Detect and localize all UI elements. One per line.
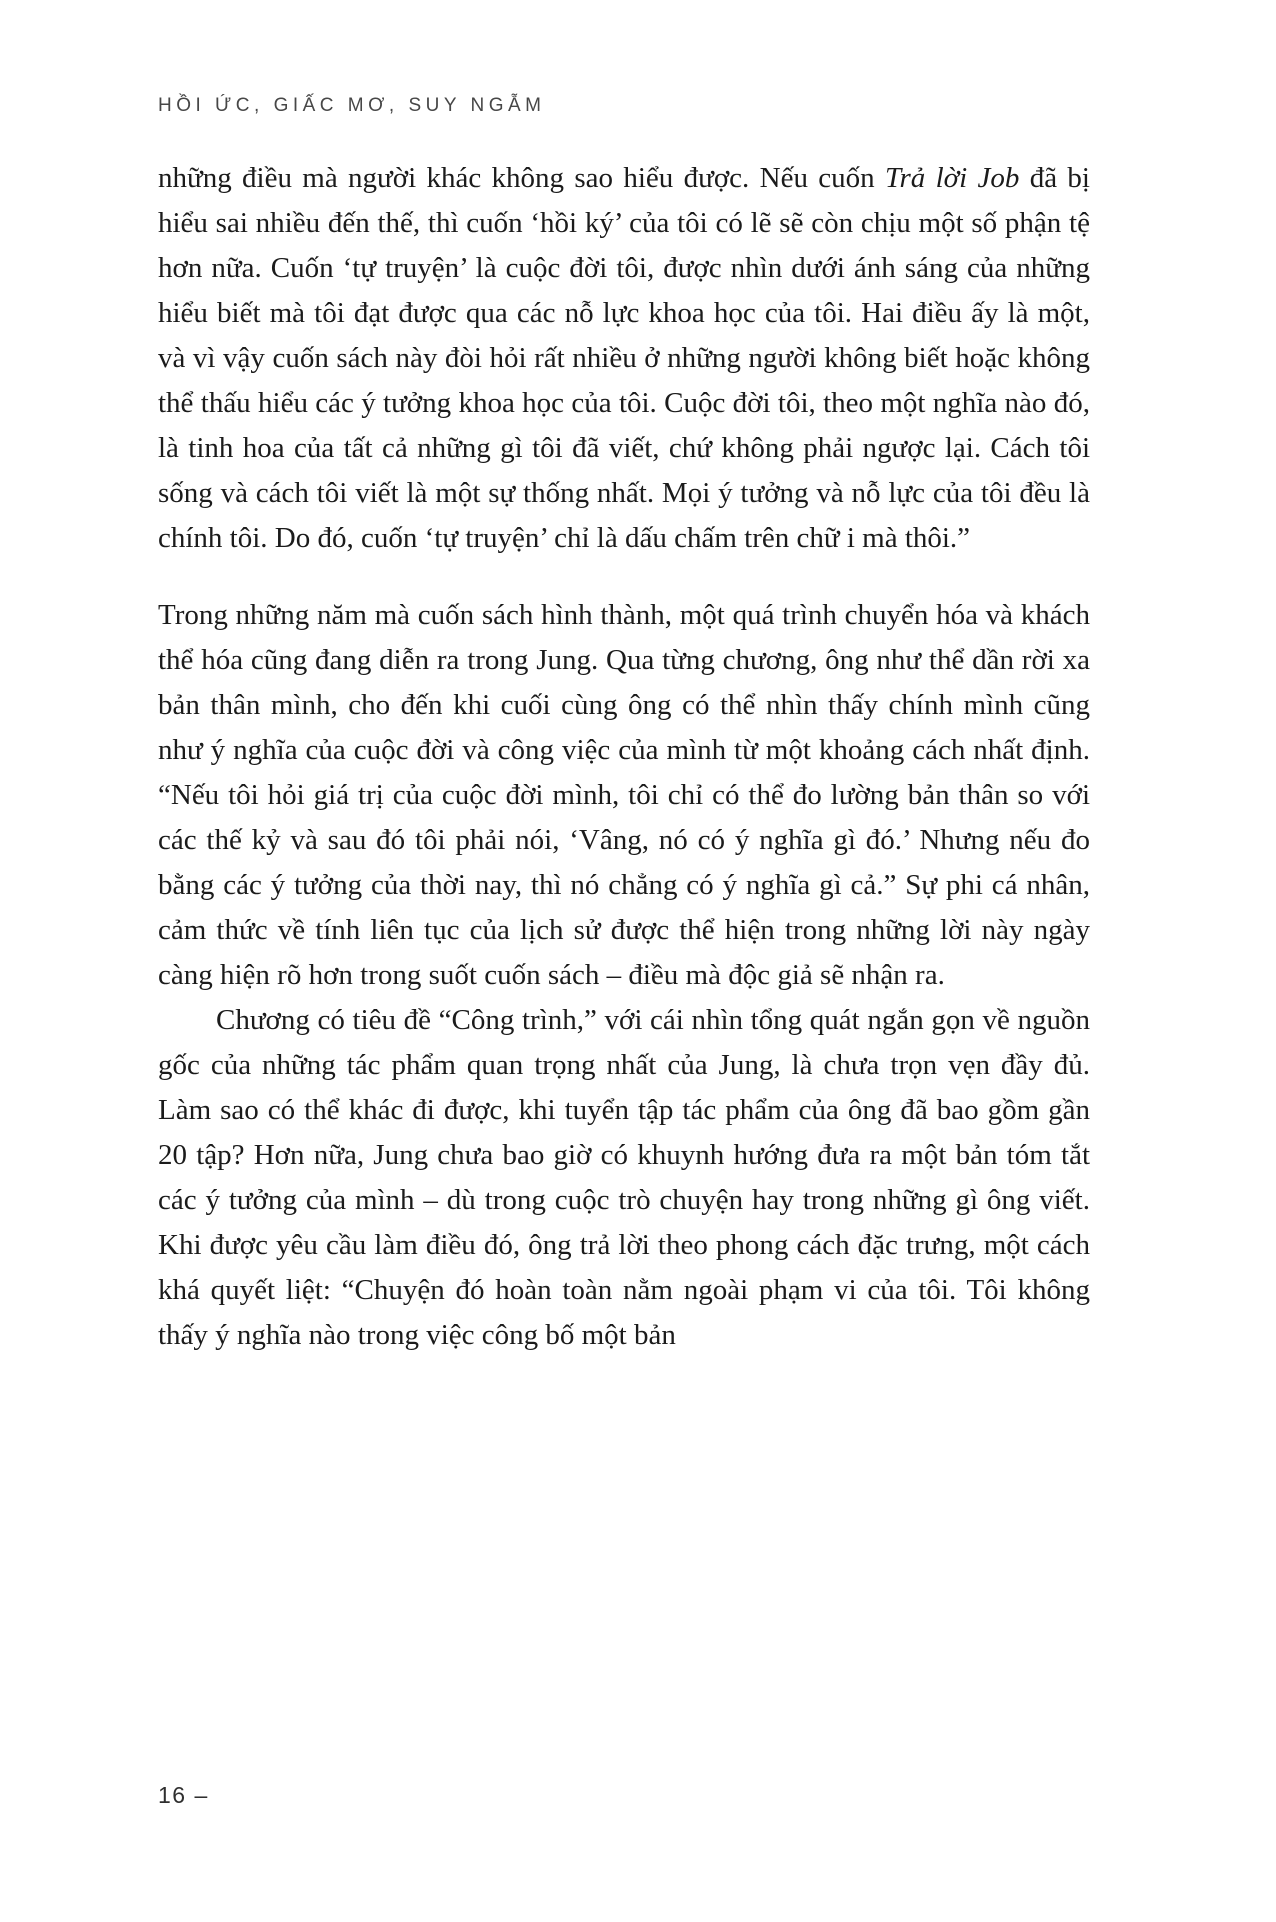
paragraph-2: [158, 593, 1090, 998]
text-run: Chương có tiêu đề “Công trình,” với cái nhìn tổng quát ngắn gọn về nguồn gốc của những tác phẩm quan trọng nhất của Jung, là chưa trọn vẹn đầy đủ. Làm sao có thể khác đi được, khi tuyển tập tác phẩm của ông đã bao gồm gần 20 tập? Hơn nữa, Jung chưa bao giờ có khuynh hướng đưa ra một bản tóm tắt các ý tưởng của mình – dù trong cuộc trò chuyện hay trong những gì ông viết. Khi được yêu cầu làm điều đó, ông trả lời theo phong cách đặc trưng, một cách khá quyết liệt: “Chuyện đó hoàn toàn nằm ngoài phạm vi của tôi. Tôi không thấy ý nghĩa nào trong việc công bố một bản: [158, 1004, 1090, 1351]
paragraph-3: [158, 998, 1090, 1358]
body-text: [158, 156, 1090, 1358]
text-run: những điều mà người khác không sao hiểu được. Nếu cuốn: [158, 162, 885, 194]
page-number: 16 –: [158, 1782, 209, 1808]
running-header-title: HỒI ỨC, GIẤC MƠ, SUY NGẪM: [158, 95, 546, 116]
paragraph-1: [158, 156, 1090, 561]
text-run: đã bị hiểu sai nhiều đến thế, thì cuốn ‘hồi ký’ của tôi có lẽ sẽ còn chịu một số phận tệ hơn nữa. Cuốn ‘tự truyện’ là cuộc đời tôi, được nhìn dưới ánh sáng của những hiểu biết mà tôi đạt được qua các nỗ lực khoa học của tôi. Hai điều ấy là một, và vì vậy cuốn sách này đòi hỏi rất nhiều ở những người không biết hoặc không thể thấu hiểu các ý tưởng khoa học của tôi. Cuộc đời tôi, theo một nghĩa nào đó, là tinh hoa của tất cả những gì tôi đã viết, chứ không phải ngược lại. Cách tôi sống và cách tôi viết là một sự thống nhất. Mọi ý tưởng và nỗ lực của tôi đều là chính tôi. Do đó, cuốn ‘tự truyện’ chỉ là dấu chấm trên chữ i mà thôi.”: [158, 162, 1090, 554]
text-run-italic: Trả lời Job: [884, 162, 1020, 194]
text-run: Trong những năm mà cuốn sách hình thành, một quá trình chuyển hóa và khách thể hóa cũng đang diễn ra trong Jung. Qua từng chương, ông như thể dần rời xa bản thân mình, cho đến khi cuối cùng ông có thể nhìn thấy chính mình cũng như ý nghĩa của cuộc đời và công việc của mình từ một khoảng cách nhất định. “Nếu tôi hỏi giá trị của cuộc đời mình, tôi chỉ có thể đo lường bản thân so với các thế kỷ và sau đó tôi phải nói, ‘Vâng, nó có ý nghĩa gì đó.’ Nhưng nếu đo bằng các ý tưởng của thời nay, thì nó chẳng có ý nghĩa gì cả.” Sự phi cá nhân, cảm thức về tính liên tục của lịch sử được thể hiện trong những lời này ngày càng hiện rõ hơn trong suốt cuốn sách – điều mà độc giả sẽ nhận ra.: [158, 599, 1090, 991]
